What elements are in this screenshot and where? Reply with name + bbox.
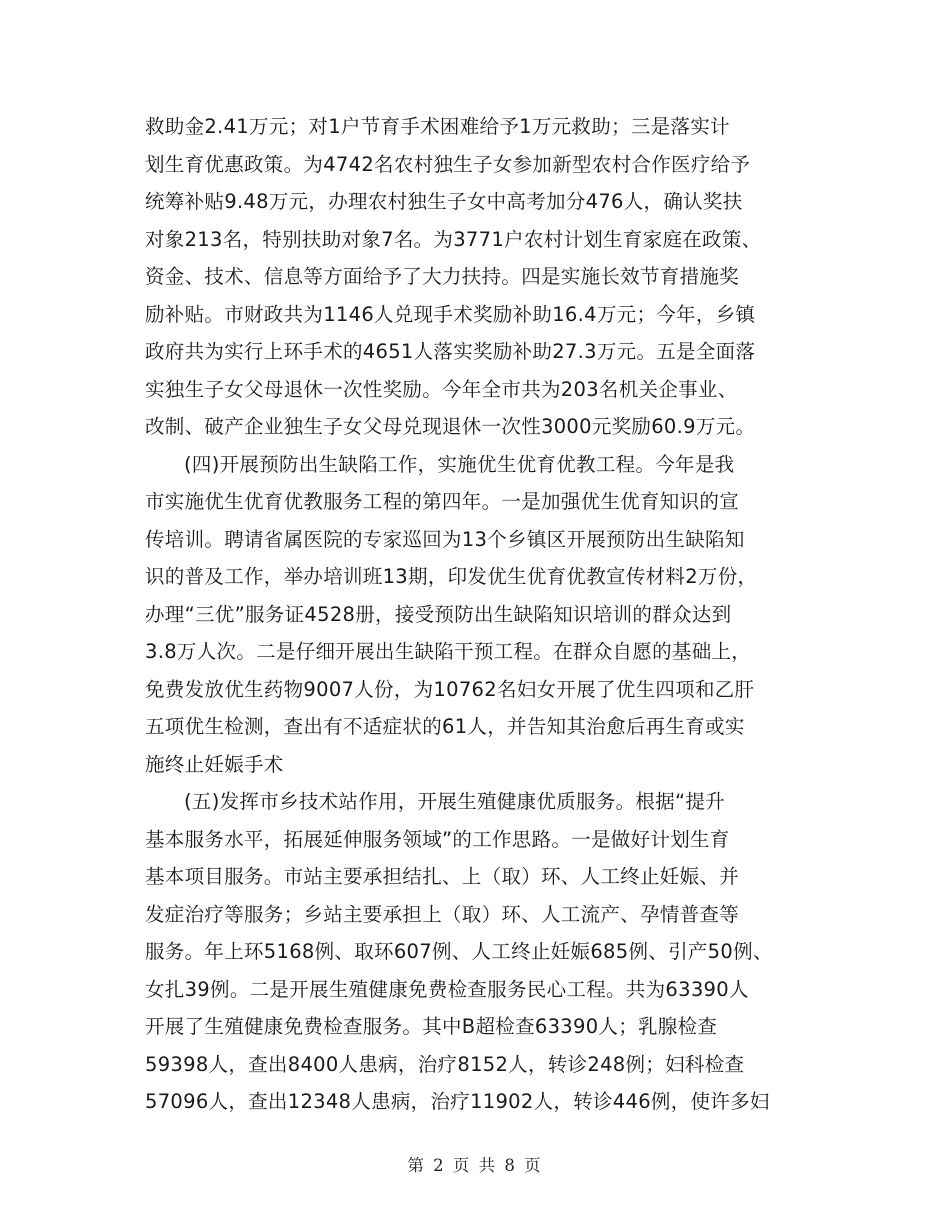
text-line: 统筹补贴9.48万元，办理农村独生子女中高考加分476人，确认奖扶 [145,190,743,213]
text-line: 改制、破产企业独生子女父母兑现退休一次性3000元奖励60.9万元。 [145,415,756,438]
text-line: 57096人，查出12348人患病，治疗11902人，转诊446例，使许多妇 [145,1090,770,1113]
text-line: 励补贴。市财政共为1146人兑现手术奖励补助16.4万元；今年，乡镇 [145,302,756,326]
text-line: 市实施优生优育优教服务工程的第四年。一是加强优生优育知识的宣 [145,490,740,513]
page-number-footer: 第 2 页 共 8 页 [407,1156,543,1175]
text-line: 实独生子女父母退休一次性奖励。今年全市共为203名机关企事业、 [145,377,738,401]
text-line: 免费发放优生药物9007人份，为10762名妇女开展了优生四项和乙肝 [145,677,755,701]
text-line: 政府共为实行上环手术的4651人落实奖励补助27.3万元。五是全面落 [145,340,756,363]
text-line: 传培训。聘请省属医院的专家巡回为13个乡镇区开展预防出生缺陷知 [145,527,745,551]
text-line: 施终止妊娠手术 [145,752,284,776]
text-line: 59398人，查出8400人患病，治疗8152人，转诊248例；妇科检查 [145,1052,745,1076]
text-line: 对象213名，特别扶助对象7名。为3771户农村计划生育家庭在政策、 [145,227,762,251]
text-line: 发症治疗等服务；乡站主要承担上（取）环、人工流产、孕情普查等 [145,902,740,926]
text-line: 识的普及工作，举办培训班13期，印发优生优育优教宣传材料2万份， [145,565,758,588]
text-line: 基本项目服务。市站主要承担结扎、上（取）环、人工终止妊娠、并 [145,865,740,888]
section-heading-line: (四)开展预防出生缺陷工作，实施优生优育优教工程。今年是我 [184,452,735,476]
section-heading-line: (五)发挥市乡技术站作用，开展生殖健康优质服务。根据“提升 [184,790,726,813]
text-line: 资金、技术、信息等方面给予了大力扶持。四是实施长效节育措施奖 [145,265,740,288]
text-line: 办理“三优”服务证4528册，接受预防出生缺陷知识培训的群众达到 [145,602,732,626]
text-line: 划生育优惠政策。为4742名农村独生子女参加新型农村合作医疗给予 [145,152,751,176]
text-line: 服务。年上环5168例、取环607例、人工终止妊娠685例、引产50例、 [145,940,773,963]
text-line: 女扎39例。二是开展生殖健康免费检查服务民心工程。共为63390人 [145,977,749,1001]
text-line: 五项优生检测，查出有不适症状的61人，并告知其治愈后再生育或实 [145,715,745,738]
document-body [145,108,813,1121]
text-line: 救助金2.41万元；对1户节育手术困难给予1万元救助；三是落实计 [145,115,730,138]
text-line: 3.8万人次。二是仔细开展出生缺陷干预工程。在群众自愿的基础上， [145,640,752,663]
text-line: 基本服务水平，拓展延伸服务领域”的工作思路。一是做好计划生育 [145,827,730,851]
text-line: 开展了生殖健康免费检查服务。其中B超检查63390人；乳腺检查 [145,1015,718,1038]
